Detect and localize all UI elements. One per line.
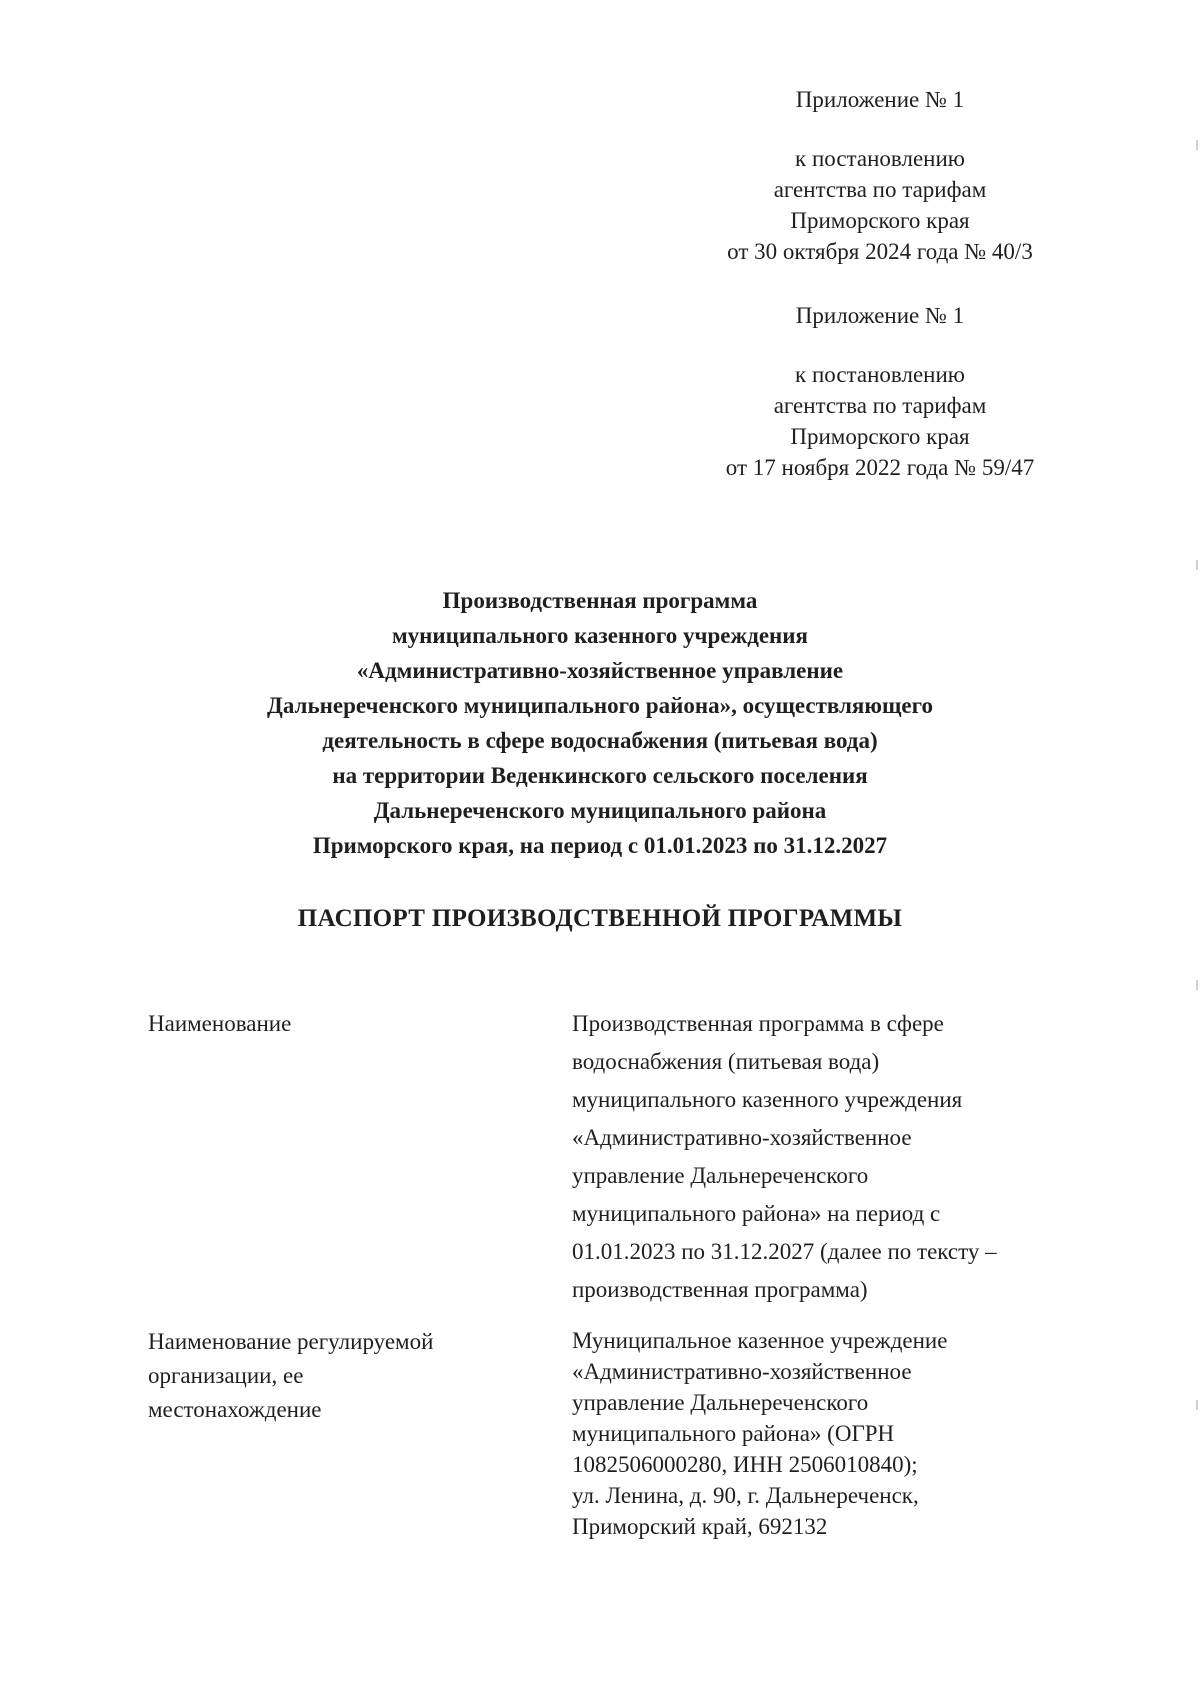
appendix-line: Приморского края — [790, 424, 970, 449]
appendix-block-original — [660, 300, 1100, 483]
passport-value-line: управление Дальнереченского — [572, 1390, 869, 1415]
passport-key-line: местонахождение — [148, 1397, 322, 1422]
passport-value-line: ул. Ленина, д. 90, г. Дальнереченск, — [572, 1483, 919, 1508]
program-title-line: «Административно-хозяйственное управление — [356, 658, 844, 683]
program-title — [150, 583, 1050, 863]
appendix-line: агентства по тарифам — [773, 393, 987, 418]
appendix-line: к постановлению — [795, 362, 965, 387]
passport-value-line: управление Дальнереченского — [572, 1163, 869, 1188]
appendix-line: к постановлению — [795, 146, 965, 171]
passport-row-value — [572, 1325, 1132, 1542]
passport-row-key — [148, 1005, 538, 1043]
passport-key-line: Наименование регулируемой — [148, 1329, 434, 1354]
passport-key-line: организации, ее — [148, 1363, 304, 1388]
program-title-line: на территории Веденкинского сельского поселения — [332, 763, 868, 788]
appendix-title: Приложение № 1 — [795, 87, 965, 112]
program-title-line: Приморского края, на период с 01.01.2023 по 31.12.2027 — [312, 833, 888, 858]
appendix-title: Приложение № 1 — [795, 303, 965, 328]
passport-value-line: Производственная программа в сфере — [572, 1011, 944, 1036]
passport-value-line: 1082506000280, ИНН 2506010840); — [572, 1452, 918, 1477]
program-title-line: Производственная программа — [442, 588, 758, 613]
appendix-line: Приморского края — [790, 208, 970, 233]
passport-key-line: Наименование — [148, 1011, 292, 1036]
scan-edge-marks — [1194, 140, 1198, 1540]
passport-value-line: Муниципальное казенное учреждение — [572, 1328, 948, 1353]
program-title-line: Дальнереченского муниципального района — [373, 798, 827, 823]
passport-value-line: водоснабжения (питьевая вода) — [572, 1049, 880, 1074]
passport-value-line: 01.01.2023 по 31.12.2027 (далее по тексту – — [572, 1239, 997, 1264]
passport-value-line: муниципального района» (ОГРН — [572, 1421, 895, 1446]
appendix-line: агентства по тарифам — [773, 177, 987, 202]
appendix-line: от 17 ноября 2022 года № 59/47 — [725, 455, 1035, 480]
passport-value-line: муниципального казенного учреждения — [572, 1087, 963, 1112]
program-title-line: Дальнереченского муниципального района», осуществляющего — [267, 693, 933, 718]
program-title-line: деятельность в сфере водоснабжения (питьевая вода) — [322, 728, 878, 753]
passport-value-line: муниципального района» на период с — [572, 1201, 941, 1226]
passport-row-key — [148, 1325, 538, 1427]
passport-value-line: «Административно-хозяйственное — [572, 1125, 912, 1150]
program-title-line: муниципального казенного учреждения — [392, 623, 808, 648]
appendix-block-current — [660, 84, 1100, 267]
passport-row-value — [572, 1005, 1132, 1309]
passport-value-line: производственная программа) — [572, 1277, 868, 1302]
passport-value-line: Приморский край, 692132 — [572, 1514, 828, 1539]
appendix-line: от 30 октября 2024 года № 40/3 — [727, 239, 1033, 264]
passport-heading: ПАСПОРТ ПРОИЗВОДСТВЕННОЙ ПРОГРАММЫ — [297, 905, 903, 932]
passport-value-line: «Административно-хозяйственное — [572, 1359, 912, 1384]
